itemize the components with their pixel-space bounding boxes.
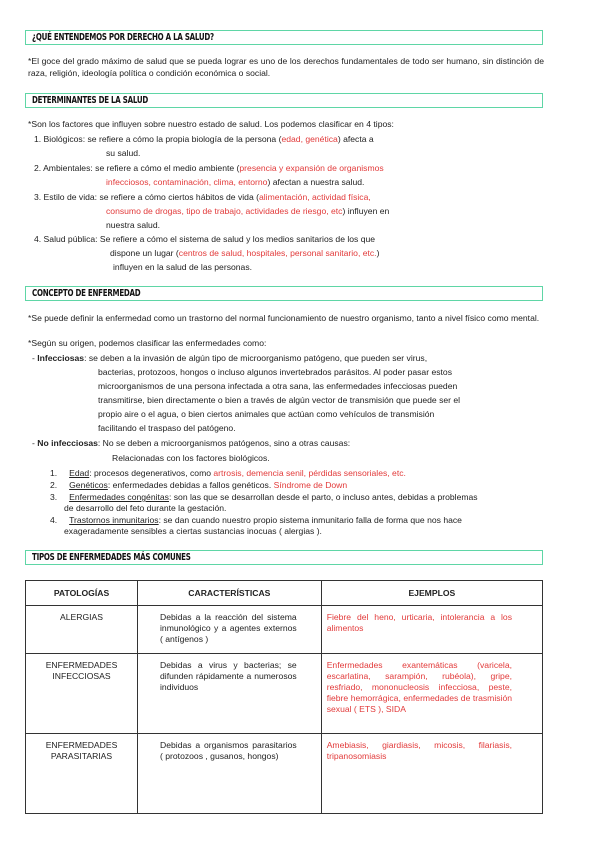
table-cell-caracteristicas: Debidas a organismos parasitarios ( protozoos , gusanos, hongos) (138, 734, 322, 814)
table-cell-patologia: ENFERMEDADES PARASITARIAS (26, 734, 138, 814)
infecciosas-line4: transmitirse, bien directamente o bien a través de algún vector de transmisión que puede ser el (98, 395, 461, 405)
table-row (26, 734, 543, 814)
determinante-estilo-vida-cont: consumo de drogas, tipo de trabajo, actividades de riesgo, etc) influyen en (106, 206, 390, 216)
section-header-derecho-salud (25, 30, 543, 45)
no-infecciosas-item-geneticos: 2. Genéticos: enfermedades debidas a fallos genéticos. Síndrome de Down (50, 480, 348, 490)
determinante-biologicos-cont: su salud. (106, 148, 141, 158)
section-header-tipos-enfermedades (25, 550, 543, 565)
table-header: PATOLOGÍAS (26, 581, 138, 606)
infecciosas-line6: facilitando el traspaso del patógeno. (98, 423, 236, 433)
no-infecciosas-item-inmunitarios-cont: exageradamente sensibles a ciertas sustancias inocuas ( alergias ). (64, 526, 322, 536)
determinante-estilo-vida: 3. Estilo de vida: se refiere a cómo ciertos hábitos de vida (alimentación, actividad física, (34, 192, 371, 202)
no-infecciosas-item-edad: 1. Edad: procesos degenerativos, como artrosis, demencia senil, pérdidas sensoriales, etc. (50, 468, 406, 478)
section-title: TIPOS DE ENFERMEDADES MÁS COMUNES (32, 552, 191, 563)
infecciosas-line2: bacterias, protozoos, hongos o incluso algunos invertebrados parásitos. Al poder pasar estos (98, 367, 452, 377)
no-infecciosas-item-inmunitarios: 4. Trastornos inmunitarios: se dan cuando nuestro propio sistema inmunitario falla de forma que nos hace (50, 515, 462, 525)
table-cell-ejemplos: Fiebre del heno, urticaria, intolerancia a los alimentos (321, 606, 542, 654)
enfermedades-table (25, 580, 543, 814)
no-infecciosas-line1: - No infecciosas: No se deben a microorganismos patógenos, sino a otras causas: (32, 438, 351, 448)
enfermedad-definicion: *Se puede definir la enfermedad como un trastorno del normal funcionamiento de nuestro organismo, tanto a nivel físico como mental. (28, 313, 540, 323)
determinante-biologicos: 1. Biológicos: se refiere a cómo la propia biología de la persona (edad, genética) afecta a (34, 134, 374, 144)
section-title: CONCEPTO DE ENFERMEDAD (32, 288, 141, 299)
table-header: CARACTERÍSTICAS (138, 581, 322, 606)
table-cell-ejemplos: Enfermedades exantemáticas (varicela, escarlatina, sarampión, rubéola), gripe, resfriado, mononucleosis infecciosa, peste, fiebre hemorrágica, enfermedades de trasmisión sexual ( ETS ), SIDA (321, 654, 542, 734)
no-infecciosas-line2: Relacionadas con los factores biológicos. (112, 453, 270, 463)
section-header-determinantes (25, 93, 543, 108)
section-title: DETERMINANTES DE LA SALUD (32, 95, 148, 106)
table-cell-caracteristicas: Debidas a la reacción del sistema inmunológico y a agentes externos ( antígenos ) (138, 606, 322, 654)
table-row (26, 606, 543, 654)
section-title: ¿QUÉ ENTENDEMOS POR DERECHO A LA SALUD? (32, 32, 214, 43)
table-cell-patologia: ENFERMEDADES INFECCIOSAS (26, 654, 138, 734)
determinantes-intro: *Son los factores que influyen sobre nuestro estado de salud. Los podemos clasificar en 4 tipos: (28, 119, 394, 129)
enfermedad-origen: *Según su origen, podemos clasificar las enfermedades como: (28, 338, 267, 348)
determinante-salud-publica-cont: dispone un lugar (centros de salud, hospitales, personal sanitario, etc.) (110, 248, 380, 258)
infecciosas-line5: propio aire o el agua, o bien ciertos animales que actúan como vehículos de transmisión (98, 409, 435, 419)
section-header-concepto-enfermedad (25, 286, 543, 301)
determinante-salud-publica: 4. Salud pública: Se refiere a cómo el sistema de salud y los medios sanitarios de los que (34, 234, 376, 244)
infecciosas-line3: microorganismos de una persona infectada a otra sana, las enfermedades infecciosas pueden (98, 381, 458, 391)
determinante-estilo-vida-cont2: nuestra salud. (106, 220, 160, 230)
table-cell-patologia: ALERGIAS (26, 606, 138, 654)
intro-paragraph: *El goce del grado máximo de salud que se pueda lograr es uno de los derechos fundamentales de todo ser humano, sin distinción de raza, religión, ideología política o condición económica o social. (28, 56, 544, 78)
no-infecciosas-item-congenitas-cont: de desarrollo del feto durante la gestación. (64, 503, 227, 513)
determinante-ambientales-cont: infecciosos, contaminación, clima, entorno) afectan a nuestra salud. (106, 177, 365, 187)
table-cell-caracteristicas: Debidas a virus y bacterias; se difunden rápidamente a numerosos individuos (138, 654, 322, 734)
table-row (26, 654, 543, 734)
no-infecciosas-item-congenitas: 3. Enfermedades congénitas: son las que se desarrollan desde el parto, o incluso antes, debidas a problemas (50, 492, 478, 502)
table-header: EJEMPLOS (321, 581, 542, 606)
table-header-row (26, 581, 543, 606)
table-cell-ejemplos: Amebiasis, giardiasis, micosis, filariasis, tripanosomiasis (321, 734, 542, 814)
infecciosas-line1: - Infecciosas: se deben a la invasión de algún tipo de microorganismo patógeno, que pueden ser virus, (32, 353, 428, 363)
determinante-salud-publica-cont2: influyen en la salud de las personas. (113, 262, 253, 272)
determinante-ambientales: 2. Ambientales: se refiere a cómo el medio ambiente (presencia y expansión de organismos (34, 163, 384, 173)
